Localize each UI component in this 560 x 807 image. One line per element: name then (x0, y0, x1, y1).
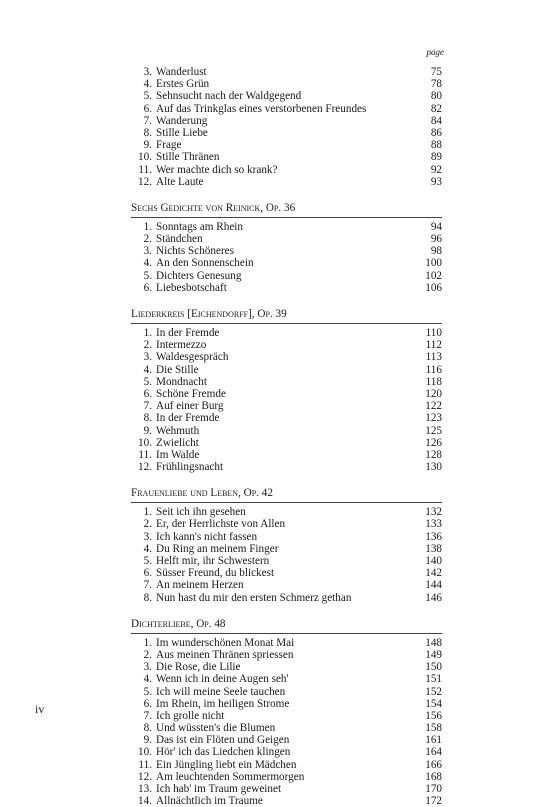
toc-entry (131, 221, 442, 233)
entry-title: Stille Liebe (156, 126, 208, 139)
entry-title: Im wunderschönen Monat Mai (156, 636, 295, 649)
entry-page: 116 (425, 363, 442, 376)
entry-title: Ich kann's nicht fassen (156, 530, 258, 543)
table-of-contents (131, 66, 442, 807)
entry-title: Er, der Herrlichste von Allen (156, 518, 286, 531)
entry-title: Wer machte dich so krank? (156, 163, 278, 176)
toc-entry (131, 66, 442, 78)
entry-page: 110 (425, 327, 442, 339)
toc-entry (131, 245, 442, 257)
toc-entry (131, 449, 442, 461)
toc-entry (131, 592, 442, 604)
toc-entry (131, 339, 442, 351)
entry-number: 3. (143, 66, 152, 78)
entry-title: Auf das Trinkglas eines verstorbenen Freundes (156, 102, 367, 115)
entry-page: 138 (425, 542, 442, 555)
entry-title: Ständchen (156, 233, 203, 246)
entry-title: Nichts Schöneres (156, 245, 234, 258)
entry-title: Helft mir, ihr Schwestern (156, 555, 270, 567)
entry-page: 156 (425, 709, 442, 722)
toc-entry (131, 412, 442, 424)
toc-entry (131, 90, 442, 102)
entry-number: 8. (143, 126, 152, 139)
entry-page: 86 (430, 126, 442, 139)
toc-entry (131, 115, 442, 127)
toc-entry (131, 351, 442, 363)
section-heading: Dichterliebe, Op. 48 (131, 617, 226, 630)
entry-title: In der Fremde (156, 327, 220, 339)
entry-page: 142 (425, 567, 442, 580)
toc-entry (131, 506, 442, 518)
entry-title: Wanderung (156, 114, 208, 127)
entry-title: Waldesgespräch (156, 351, 229, 364)
toc-entry (131, 567, 442, 579)
toc-entry (131, 734, 442, 746)
entry-number: 10. (138, 436, 152, 449)
toc-entry (131, 327, 442, 339)
entry-number: 12. (138, 770, 152, 783)
entry-number: 6. (143, 387, 152, 400)
section-heading: Liederkreis [Eichendorff], Op. 39 (131, 308, 287, 320)
entry-number: 4. (143, 363, 152, 376)
entry-number: 10. (138, 746, 152, 759)
toc-entry (131, 282, 442, 294)
toc-entry (131, 686, 442, 698)
entry-number: 3. (143, 351, 152, 364)
entry-page: 132 (425, 506, 442, 519)
entry-title: Auf einer Burg (156, 400, 224, 413)
entry-title: Erstes Grün (156, 78, 210, 91)
entry-page: 102 (425, 269, 442, 282)
entry-number: 7. (143, 709, 152, 722)
toc-entry (131, 461, 442, 473)
toc-entry (131, 437, 442, 449)
entry-title: Hör' ich das Liedchen klingen (156, 746, 291, 759)
entry-number: 3. (143, 245, 152, 258)
entry-page: 146 (425, 591, 442, 604)
entry-number: 5. (143, 555, 152, 567)
entry-title: Intermezzo (156, 339, 207, 352)
entry-page: 93 (430, 175, 442, 188)
entry-number: 9. (143, 424, 152, 437)
entry-number: 6. (143, 697, 152, 710)
toc-entry (131, 139, 442, 151)
entry-number: 11. (138, 163, 152, 176)
toc-entry (131, 759, 442, 771)
toc-entry (131, 388, 442, 400)
toc-entry (131, 425, 442, 437)
toc-entry (131, 555, 442, 567)
entry-number: 3. (143, 661, 152, 674)
entry-page: 152 (425, 685, 442, 698)
entry-title: Am leuchtenden Sommermorgen (156, 770, 305, 783)
section-divider (131, 323, 442, 324)
entry-title: Seit ich ihn gesehen (156, 506, 246, 519)
toc-entry (131, 783, 442, 795)
entry-title: Zwielicht (156, 436, 199, 449)
entry-page: 149 (425, 648, 442, 661)
entry-page: 161 (425, 734, 442, 747)
entry-page: 125 (425, 424, 442, 437)
entry-title: Liebesbotschaft (156, 281, 227, 294)
entry-title: Die Rose, die Lilie (156, 661, 241, 674)
entry-title: Schöne Fremde (156, 387, 226, 400)
entry-title: Frage (156, 139, 182, 152)
entry-number: 2. (143, 233, 152, 246)
toc-entry (131, 364, 442, 376)
entry-page: 98 (430, 245, 442, 258)
entry-title: Wehmuth (156, 424, 200, 437)
entry-title: Wenn ich in deine Augen seh' (156, 673, 289, 686)
entry-page: 120 (425, 387, 442, 400)
entry-title: Du Ring an meinem Finger (156, 542, 279, 555)
entry-page: 118 (425, 375, 442, 388)
entry-page: 151 (425, 673, 442, 686)
entry-number: 5. (143, 375, 152, 388)
toc-entry (131, 579, 442, 591)
entry-page: 136 (425, 530, 442, 543)
entry-page: 112 (425, 339, 442, 352)
entry-number: 8. (143, 591, 152, 604)
entry-title: In der Fremde (156, 412, 220, 425)
entry-number: 7. (143, 400, 152, 413)
section-divider (131, 633, 442, 634)
toc-entry (131, 698, 442, 710)
section-heading: Frauenliebe und Leben, Op. 42 (131, 487, 273, 500)
toc-entry (131, 257, 442, 269)
toc-entry (131, 649, 442, 661)
entry-page: 166 (425, 758, 442, 771)
toc-entry (131, 164, 442, 176)
toc-entry (131, 710, 442, 722)
entry-page: 82 (430, 102, 442, 115)
entry-page: 128 (425, 448, 442, 461)
entry-title: Wanderlust (156, 66, 207, 78)
toc-entry (131, 270, 442, 282)
entry-page: 150 (425, 661, 442, 674)
entry-number: 2. (143, 518, 152, 531)
entry-page: 133 (425, 518, 442, 531)
section-divider (131, 217, 442, 218)
entry-page: 168 (425, 770, 442, 783)
entry-number: 12. (138, 175, 152, 188)
entry-title: An meinem Herzen (156, 579, 244, 592)
entry-number: 4. (143, 257, 152, 270)
entry-title: Ich grolle nicht (156, 709, 225, 722)
entry-page: 144 (425, 579, 442, 592)
toc-entry (131, 673, 442, 685)
entry-title: Süsser Freund, du blickest (156, 567, 275, 580)
entry-page: 154 (425, 697, 442, 710)
entry-page: 92 (430, 163, 442, 176)
toc-entry (131, 637, 442, 649)
entry-page: 94 (430, 220, 442, 233)
entry-page: 158 (425, 722, 442, 735)
entry-title: Und wüssten's die Blumen (156, 722, 276, 735)
entry-number: 3. (143, 530, 152, 543)
toc-entry (131, 400, 442, 412)
entry-page: 170 (425, 783, 442, 795)
toc-entry (131, 795, 442, 807)
entry-page: 89 (430, 151, 442, 164)
entry-number: 9. (143, 139, 152, 152)
entry-number: 6. (143, 281, 152, 294)
entry-number: 5. (143, 90, 152, 103)
entry-title: Sonntags am Rhein (156, 220, 244, 233)
entry-title: Alte Laute (156, 175, 204, 188)
toc-entry (131, 127, 442, 139)
entry-title: Frühlingsnacht (156, 461, 224, 474)
entry-title: An den Sonnenschein (156, 257, 254, 270)
entry-number: 8. (143, 412, 152, 425)
toc-entry (131, 176, 442, 188)
entry-title: Sehnsucht nach der Waldgegend (156, 90, 302, 103)
entry-number: 5. (143, 685, 152, 698)
entry-page: 164 (425, 746, 442, 759)
entry-title: Nun hast du mir den ersten Schmerz gethan (156, 591, 352, 604)
entry-number: 14. (138, 795, 152, 807)
toc-entry (131, 771, 442, 783)
entry-number: 13. (138, 783, 152, 795)
toc-entry (131, 543, 442, 555)
entry-title: Stille Thränen (156, 151, 220, 164)
entry-number: 9. (143, 734, 152, 747)
toc-entry (131, 746, 442, 758)
entry-page: 106 (425, 281, 442, 294)
toc-entry (131, 103, 442, 115)
toc-entry (131, 531, 442, 543)
entry-number: 11. (138, 448, 152, 461)
entry-number: 1. (143, 506, 152, 519)
section-heading: Sechs Gedichte von Reinick, Op. 36 (131, 201, 296, 214)
page-folio: iv (35, 702, 45, 716)
toc-entry (131, 518, 442, 530)
entry-page: 88 (430, 139, 442, 152)
entry-title: Dichters Genesung (156, 269, 242, 282)
toc-entry (131, 376, 442, 388)
entry-number: 2. (143, 648, 152, 661)
entry-page: 148 (425, 636, 442, 649)
entry-page: 123 (425, 412, 442, 425)
entry-title: Ich hab' im Traum geweinet (156, 783, 282, 795)
entry-title: Ein Jüngling liebt ein Mädchen (156, 758, 297, 771)
entry-page: 172 (425, 795, 442, 807)
entry-number: 1. (143, 636, 152, 649)
entry-number: 4. (143, 542, 152, 555)
entry-title: Allnächtlich im Traume (156, 795, 263, 807)
page-column-label: page (426, 47, 444, 57)
entry-number: 12. (138, 461, 152, 474)
entry-number: 5. (143, 269, 152, 282)
entry-page: 113 (425, 351, 442, 364)
entry-page: 140 (425, 555, 442, 567)
entry-title: Die Stille (156, 363, 199, 376)
entry-page: 122 (425, 400, 442, 413)
entry-number: 11. (138, 758, 152, 771)
entry-title: Ich will meine Seele tauchen (156, 685, 286, 698)
entry-page: 100 (425, 257, 442, 270)
toc-entry (131, 661, 442, 673)
toc-entry (131, 233, 442, 245)
entry-page: 80 (430, 90, 442, 103)
toc-entry (131, 151, 442, 163)
section-divider (131, 502, 442, 503)
entry-page: 96 (430, 233, 442, 246)
entry-number: 4. (143, 78, 152, 91)
entry-number: 6. (143, 567, 152, 580)
entry-page: 84 (430, 114, 442, 127)
entry-number: 1. (143, 327, 152, 339)
entry-page: 75 (430, 66, 442, 78)
entry-number: 6. (143, 102, 152, 115)
toc-entry (131, 722, 442, 734)
entry-number: 4. (143, 673, 152, 686)
entry-title: Aus meinen Thränen spriessen (156, 648, 294, 661)
entry-number: 2. (143, 339, 152, 352)
entry-title: Im Rhein, im heiligen Strome (156, 697, 290, 710)
entry-number: 7. (143, 579, 152, 592)
entry-number: 10. (138, 151, 152, 164)
entry-page: 130 (425, 461, 442, 474)
entry-title: Im Walde (156, 448, 200, 461)
entry-number: 8. (143, 722, 152, 735)
entry-title: Das ist ein Flöten und Geigen (156, 734, 290, 747)
entry-page: 126 (425, 436, 442, 449)
entry-title: Mondnacht (156, 375, 207, 388)
entry-number: 1. (143, 220, 152, 233)
toc-entry (131, 78, 442, 90)
entry-number: 7. (143, 114, 152, 127)
entry-page: 78 (430, 78, 442, 91)
